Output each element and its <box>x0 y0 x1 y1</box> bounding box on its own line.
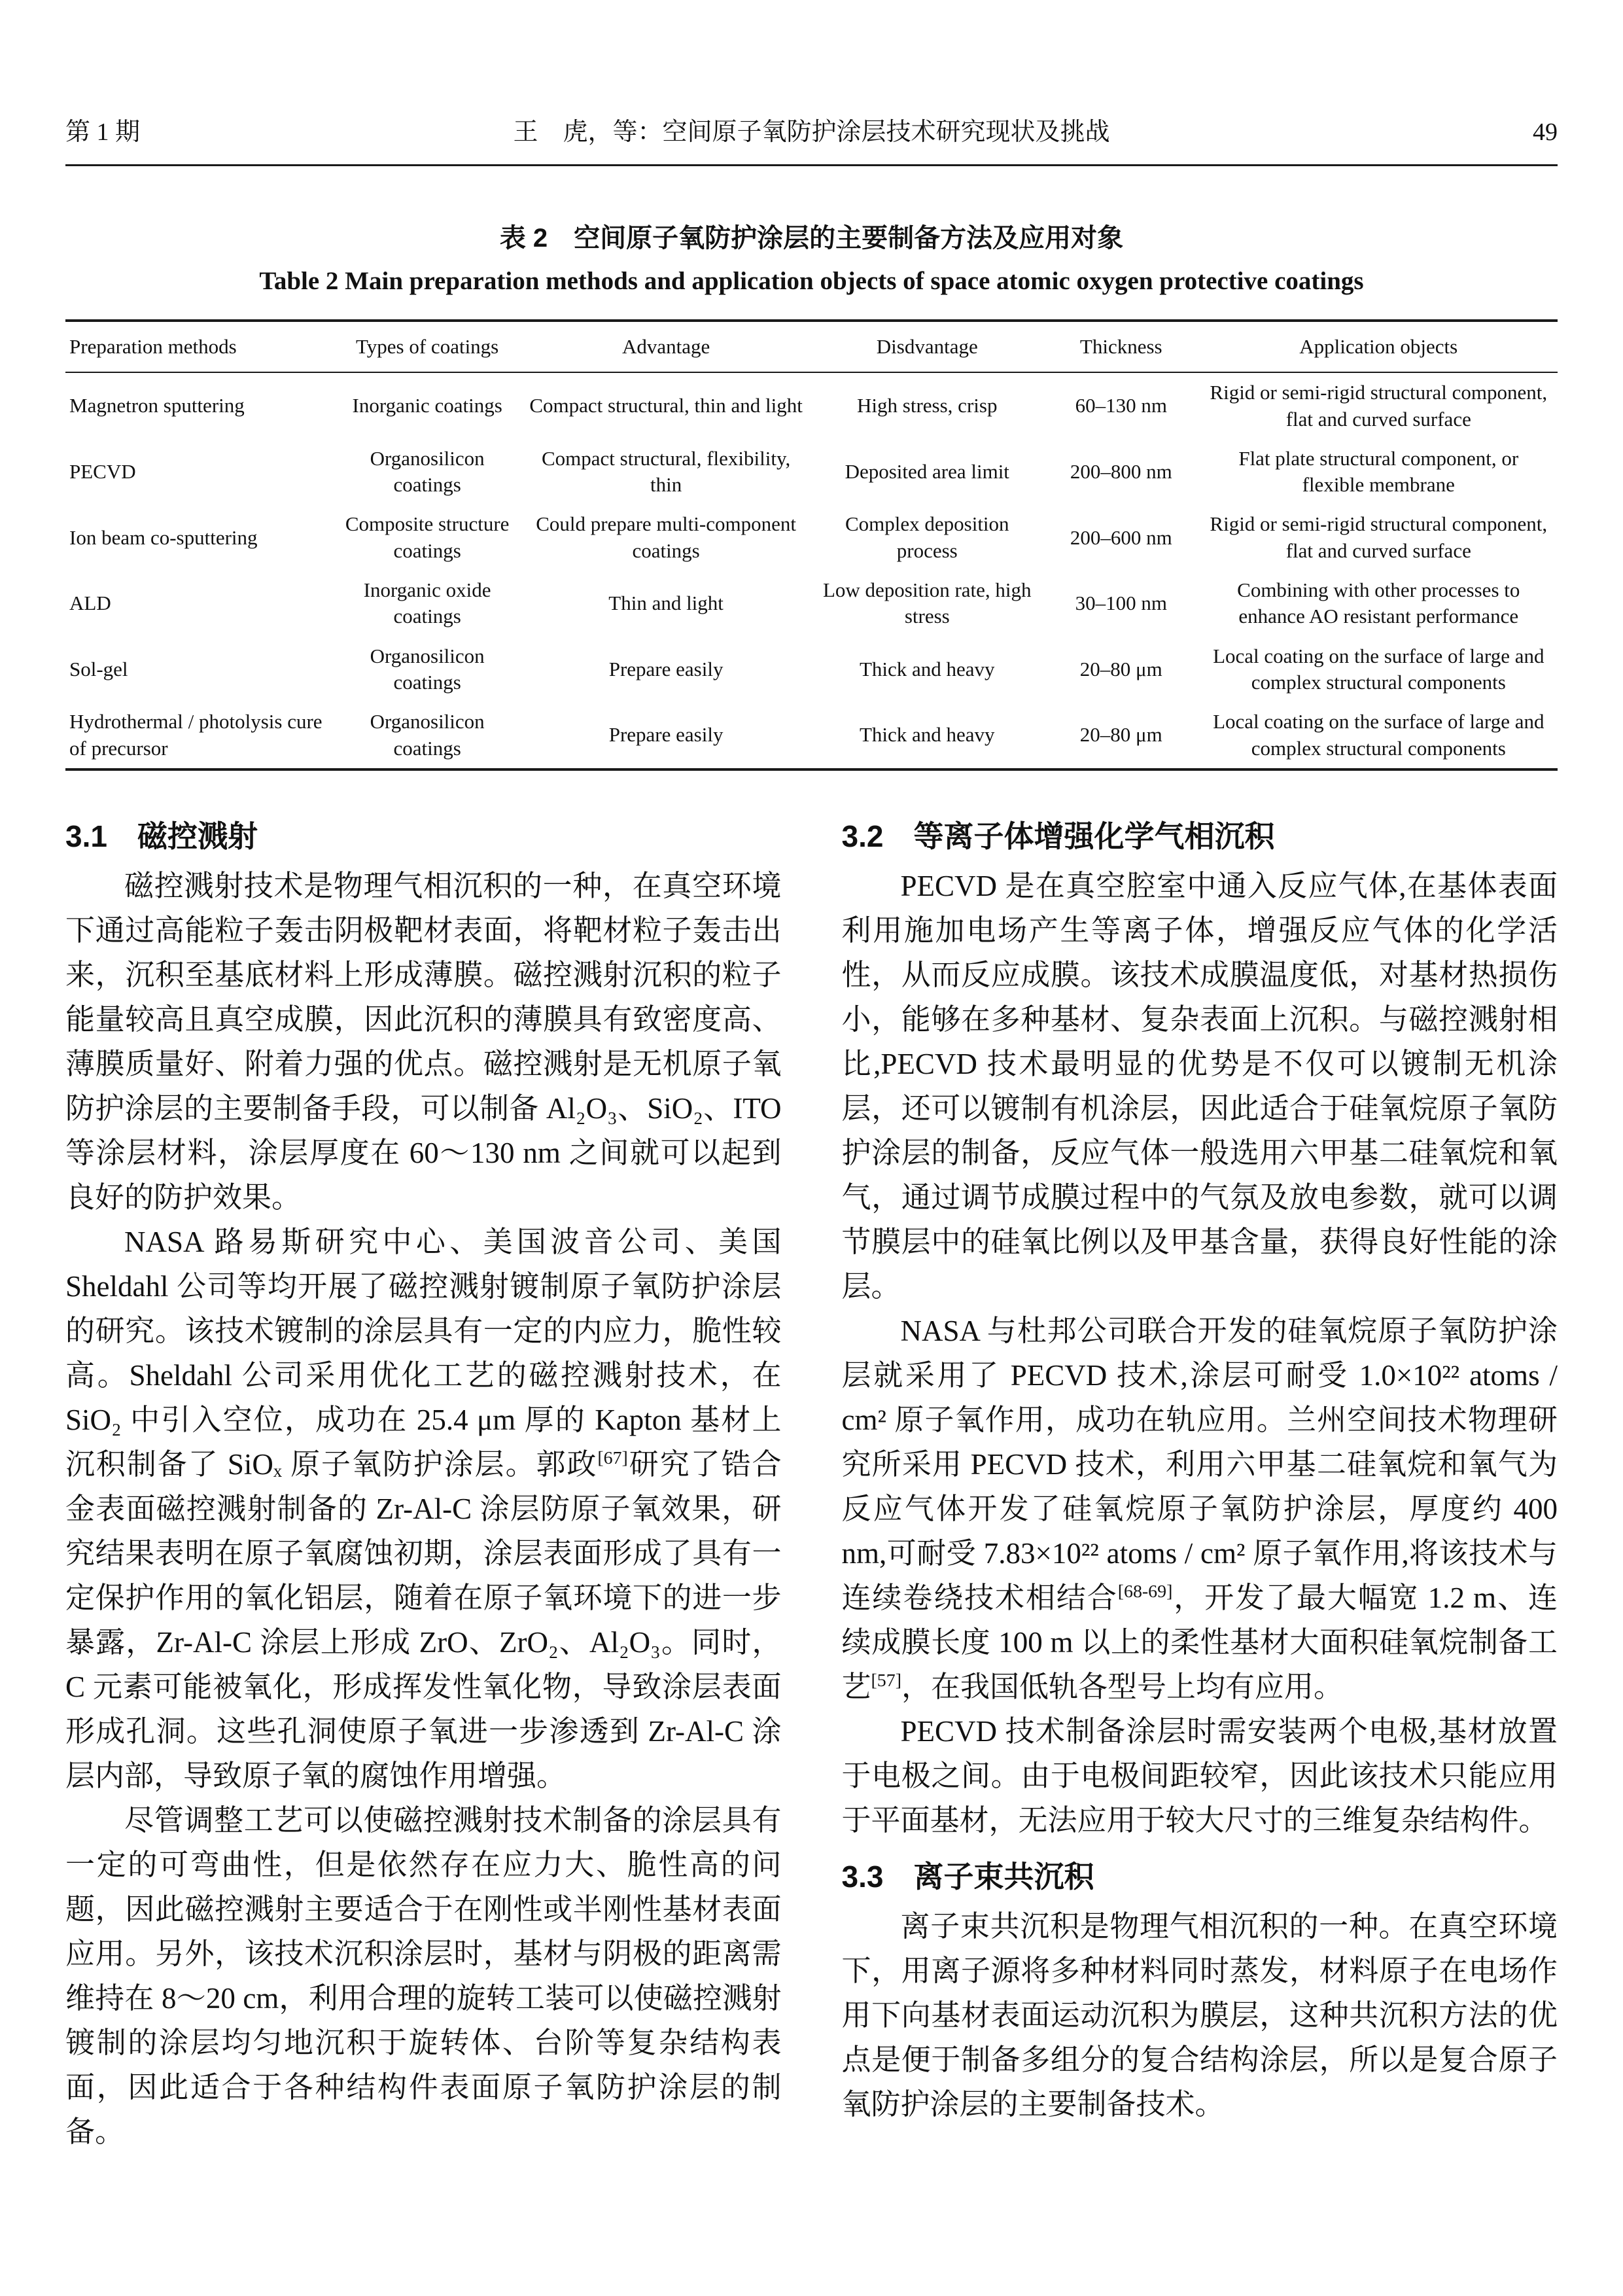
column-header: Application objects <box>1200 321 1558 372</box>
paragraph: 尽管调整工艺可以使磁控溅射技术制备的涂层具有一定的可弯曲性，但是依然存在应力大、脆性高的问题，因此磁控溅射主要适合于在刚性或半刚性基材表面应用。另外，该技术沉积涂层时，基材与阴极的距离需维持在 8～20 cm，利用合理的旋转工装可以使磁控溅射镀制的涂层均匀地沉积于旋转体、台阶等复杂结构表面，因此适合于各种结构件表面原子氧防护涂层的制备。 <box>65 1803 782 2148</box>
paragraph: PECVD 是在真空腔室中通入反应气体,在基体表面利用施加电场产生等离子体，增强反应气体的化学活性，从而反应成膜。该技术成膜温度低，对基材热损伤小，能够在多种基材、复杂表面上沉积。与磁控溅射相比,PECVD 技术最明显的优势是不仅可以镀制无机涂层，还可以镀制有机涂层，因此适合于硅氧烷原子氧防护涂层的制备，反应气体一般选用六甲基二硅氧烷和氧气，通过调节成膜过程中的气氛及放电参数，就可以调节膜层中的硅氧比例以及甲基含量，获得良好性能的涂层。 <box>841 869 1558 1303</box>
paragraph: PECVD 技术制备涂层时需安装两个电极,基材放置于电极之间。由于电极间距较窄，因此该技术只能应用于平面基材，无法应用于较大尺寸的三维复杂结构件。 <box>841 1714 1558 1837</box>
table-caption-zh: 表 2 空间原子氧防护涂层的主要制备方法及应用对象 <box>499 224 1124 253</box>
page-number: 49 <box>1533 118 1558 146</box>
table-row <box>65 571 1558 637</box>
right-column <box>842 813 1558 2154</box>
table-cell: PECVD <box>69 460 136 484</box>
table-cell: Rigid or semi-rigid structural component, flat and curved surface <box>1210 381 1548 431</box>
section-heading-3-2: 3.2 等离子体增强化学气相沉积 <box>841 819 1275 853</box>
table-cell: ALD <box>69 592 111 615</box>
table-cell: Prepare easily <box>608 657 724 680</box>
table-cell: Thin and light <box>608 592 724 615</box>
table-cell: 60–130 nm <box>1075 394 1167 417</box>
section-heading-3-3: 3.3 离子束共沉积 <box>841 1859 1094 1894</box>
table-cell: Compact structural, flexibility, thin <box>541 446 791 497</box>
table-cell: Thick and heavy <box>859 657 995 680</box>
table-cell: 20–80 μm <box>1079 723 1162 747</box>
table-cell: Complex deposition process <box>845 512 1009 562</box>
paragraph-text: ，开发了最大幅宽 1.2 m、连续成膜长度 100 m 以上的柔性基材大面积硅氧烷制备工艺 <box>841 1581 1558 1703</box>
paragraph-text: ，在我国低轨各型号上均有应用。 <box>901 1670 1343 1703</box>
table-cell: Could prepare multi-component coatings <box>536 512 796 562</box>
column-header: Advantage <box>521 321 812 372</box>
table-cell: Organosilicon coatings <box>370 644 485 694</box>
column-header: Thickness <box>1043 321 1200 372</box>
table-row <box>65 637 1558 703</box>
table-caption-en: Table 2 Main preparation methods and application objects of space atomic oxygen protective coatings <box>259 267 1364 295</box>
table-captions <box>65 217 1558 296</box>
column-header: Disdvantage <box>811 321 1043 372</box>
table-cell: Ion beam co-sputtering <box>69 525 258 549</box>
table-cell: Flat plate structural component, or flexible membrane <box>1238 446 1519 497</box>
table-header-row <box>65 321 1558 372</box>
paragraph <box>65 1220 782 1798</box>
table-cell: Prepare easily <box>608 723 724 747</box>
column-header: Preparation methods <box>65 321 334 372</box>
citation-ref-57: [57] <box>871 1670 901 1691</box>
body-columns <box>65 813 1558 2154</box>
table-cell: 30–100 nm <box>1075 592 1167 615</box>
section-heading-3-1: 3.1 磁控溅射 <box>65 819 258 853</box>
paragraph: 磁控溅射技术是物理气相沉积的一种，在真空环境下通过高能粒子轰击阴极靶材表面，将靶材粒子轰击出来，沉积至基底材料上形成薄膜。磁控溅射沉积的粒子能量较高且真空成膜，因此沉积的薄膜具有致密度高、薄膜质量好、附着力强的优点。磁控溅射是无机原子氧防护涂层的主要制备手段，可以制备 Al₂O₃、SiO₂、ITO 等涂层材料，涂层厚度在 60～130 nm 之间就可以起到良好的防护效果。 <box>65 869 782 1214</box>
column-header: Types of coatings <box>334 321 521 372</box>
running-header <box>65 111 1558 147</box>
table-cell: Deposited area limit <box>845 460 1009 484</box>
table-row <box>65 372 1558 439</box>
table-row <box>65 504 1558 571</box>
left-column <box>65 813 782 2154</box>
table-cell: Hydrothermal / photolysis cure of precursor <box>69 710 323 760</box>
table-cell: Organosilicon coatings <box>370 446 485 497</box>
issue-label: 第 1 期 <box>65 118 141 146</box>
table-cell: Local coating on the surface of large and complex structural components <box>1213 644 1544 694</box>
paragraph-text: NASA 与杜邦公司联合开发的硅氧烷原子氧防护涂层就采用了 PECVD 技术,涂层可耐受 1.0×10²² atoms / cm² 原子氧作用，成功在轨应用。兰州空间技术物理研究所采用 PECVD 技术，利用六甲基二硅氧烷和氧气为反应气体开发了硅氧烷原子氧防护涂层，厚度约 400 nm,可耐受 7.83×10²² atoms / cm² 原子氧作用,将该技术与连续卷绕技术相结合 <box>841 1314 1558 1614</box>
table-row <box>65 439 1558 505</box>
paragraph: 离子束共沉积是物理气相沉积的一种。在真空环境下，用离子源将多种材料同时蒸发，材料原子在电场作用下向基材表面运动沉积为膜层，这种共沉积方法的优点是便于制备多组分的复合结构涂层，所以是复合原子氧防护涂层的主要制备技术。 <box>841 1909 1558 2121</box>
paragraph <box>842 1309 1558 1709</box>
citation-ref-68-69: [68-69] <box>1117 1581 1173 1602</box>
table-cell: Compact structural, thin and light <box>529 394 803 417</box>
table-cell: Inorganic coatings <box>352 394 502 417</box>
table-cell: Rigid or semi-rigid structural component, flat and curved surface <box>1210 512 1548 562</box>
table-cell: Inorganic oxide coatings <box>363 578 491 628</box>
table-cell: Composite structure coatings <box>345 512 510 562</box>
table-cell: Organosilicon coatings <box>370 710 485 760</box>
running-title: 王 虎，等：空间原子氧防护涂层技术研究现状及挑战 <box>513 118 1110 146</box>
table-cell: Magnetron sputtering <box>69 394 245 417</box>
table-cell: 200–800 nm <box>1070 460 1172 484</box>
citation-ref-67: [67] <box>597 1447 628 1468</box>
table-cell: 20–80 μm <box>1079 657 1162 680</box>
table-cell: High stress, crisp <box>857 394 998 417</box>
header-rule <box>65 164 1558 166</box>
table-row <box>65 702 1558 769</box>
paragraph-text: 研究了锆合金表面磁控溅射制备的 Zr-Al-C 涂层防原子氧效果，研究结果表明在原子氧腐蚀初期，涂层表面形成了具有一定保护作用的氧化铝层，随着在原子氧环境下的进一步暴露，Zr-Al-C 涂层上形成 ZrO、ZrO₂、Al₂O₃。同时，C 元素可能被氧化，形成挥发性氧化物，导致涂层表面形成孔洞。这些孔洞使原子氧进一步渗透到 Zr-Al-C 涂层内部，导致原子氧的腐蚀作用增强。 <box>65 1447 782 1792</box>
table-cell: Combining with other processes to enhance AO resistant performance <box>1237 578 1520 628</box>
table-cell: Local coating on the surface of large and complex structural components <box>1213 710 1544 760</box>
table-cell: Thick and heavy <box>859 723 995 747</box>
table-cell: Sol-gel <box>69 657 128 680</box>
table-cell: 200–600 nm <box>1070 525 1172 549</box>
paragraph-text: NASA 路易斯研究中心、美国波音公司、美国 Sheldahl 公司等均开展了磁控溅射镀制原子氧防护涂层的研究。该技术镀制的涂层具有一定的内应力，脆性较高。Sheldahl 公司采用优化工艺的磁控溅射技术，在 SiO₂ 中引入空位，成功在 25.4 μm 厚的 Kapton 基材上沉积制备了 SiOₓ 原子氧防护涂层。郭政 <box>65 1225 782 1481</box>
preparation-methods-table <box>65 319 1558 771</box>
table-cell: Low deposition rate, high stress <box>822 578 1032 628</box>
